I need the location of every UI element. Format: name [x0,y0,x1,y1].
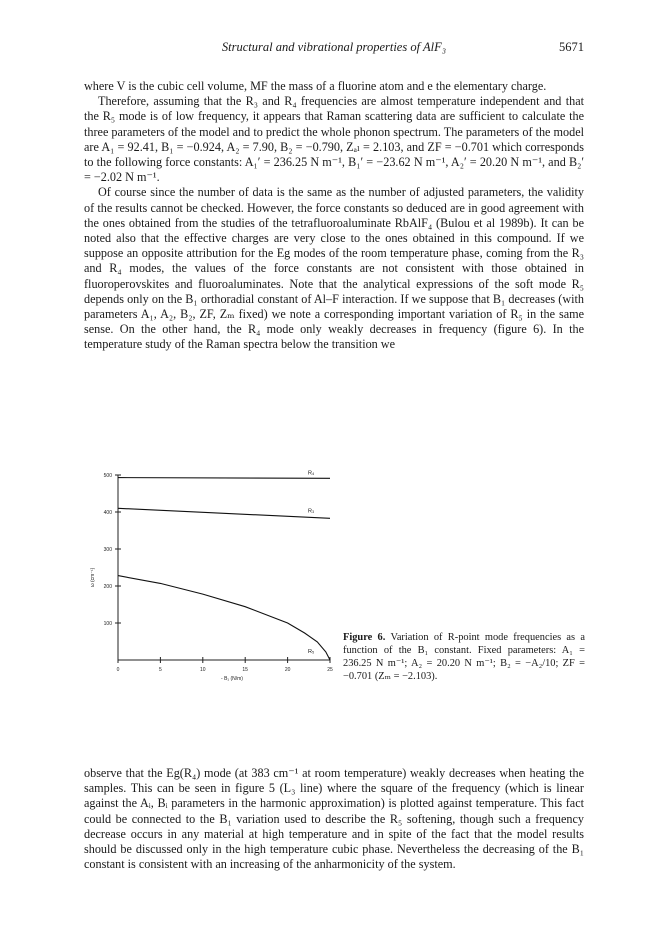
series-line-1 [118,478,330,479]
figure-6-plot [84,470,354,690]
y-tick-label: 100 [103,621,112,627]
running-title: Structural and vibrational properties of AlF₃ [221,40,447,54]
x-tick-label: 10 [200,667,206,673]
paragraph: observe that the Eg(R₄) mode (at 383 cm⁻¹ at room temperature) weakly decreases when heating the samples. This can be seen in figure 5 (L₃ line) where the square of the frequency (which is linear against the Aᵢ, Bᵢ parameters in the harmonic approximation) is plotted against temperature. This fact could be connected to the B₁ variation used to describe the R₅ softening, though such a frequency decrease occurs in any material at high temperature and in spite of the fact that the model results should be discussed only in the high temperature cubic phase. Nevertheless the decreasing of the B₁ constant is consistent with an increasing of the anharmonicity of the system. [84,766,584,872]
x-tick-label: 15 [242,667,248,673]
series-label: R₄ [308,470,315,477]
x-tick-label: 0 [116,667,120,673]
x-axis-label: - B₁ (N/m) [221,676,243,682]
page-number: 5671 [559,40,584,54]
caption-text: Variation of R-point mode frequencies as a function of the B₁ constant. Fixed parameters: A₁ = 236.25 N m⁻¹; A₂ = 20.20 N m⁻¹; B₂ = −A₂/10; ZF = −0.701 (Zₘ = −2.103). [343,632,585,682]
figure-caption [343,631,585,683]
paragraph: Therefore, assuming that the R₃ and R₄ frequencies are almost temperature independent and that the R₅ mode is of low frequency, it appears that Raman scattering data are sufficient to calculate the three parameters of the model and to predict the whole phonon spectrum. The parameters of the model are A₁ = 92.41, B₁ = −0.924, A₂ = 7.90, B₂ = −0.790, Zₐₗ = 2.103, and ZF = −0.701 which corresponds to the following force constants: A₁′ = 236.25 N m⁻¹, B₁′ = −23.62 N m⁻¹, A₂′ = 20.20 N m⁻¹, and B₂′ = −2.02 N m⁻¹. [84,94,584,185]
series-line-2 [118,508,330,518]
y-axis-label: ω (cm⁻¹) [90,567,96,588]
series-label: R₃ [308,508,315,515]
paragraph: Of course since the number of data is the same as the number of adjusted parameters, the validity of the results cannot be checked. However, the force constants so deduced are in good agreement with the ones obtained from the studies of the tetrafluoroaluminate RbAlF₄ (Bulou et al 1989b). It can be noted also that the effective charges are very close to the ones obtained in this compound. If we suppose an opposite attribution for the Eg modes of the room temperature phase, coming from the R₃ and R₄ modes, the values of the force constants are not consistent with those obtained in fluoroperovskites and fluoroaluminates. Note that the analytical expressions of the soft mode R₅ depends only on the B₁ orthoradial constant of Al–F interaction. If we suppose that B₁ decreases (with parameters A₁, A₂, B₂, ZF, Zₘ fixed) we note a corresponding important variation of R₅ in the same sense. On the other hand, the R₄ mode only weakly decreases in frequency (figure 6). In the temperature study of the Raman spectra below the transition we [84,185,584,352]
y-tick-label: 500 [103,473,112,479]
series-line-3 [118,576,330,660]
series-label: R₅ [308,649,315,655]
body-text-top [84,79,584,353]
caption-label: Figure 6. [343,632,386,643]
y-tick-label: 200 [103,584,112,590]
x-tick-label: 25 [327,667,333,673]
y-tick-label: 300 [103,547,112,553]
page-header [84,40,584,56]
x-tick-label: 20 [284,667,291,673]
y-tick-label: 400 [103,510,112,516]
body-text-bottom [84,766,584,872]
x-tick-label: 5 [159,667,162,673]
paragraph: where V is the cubic cell volume, MF the mass of a fluorine atom and e the elementary charge. [84,79,547,93]
